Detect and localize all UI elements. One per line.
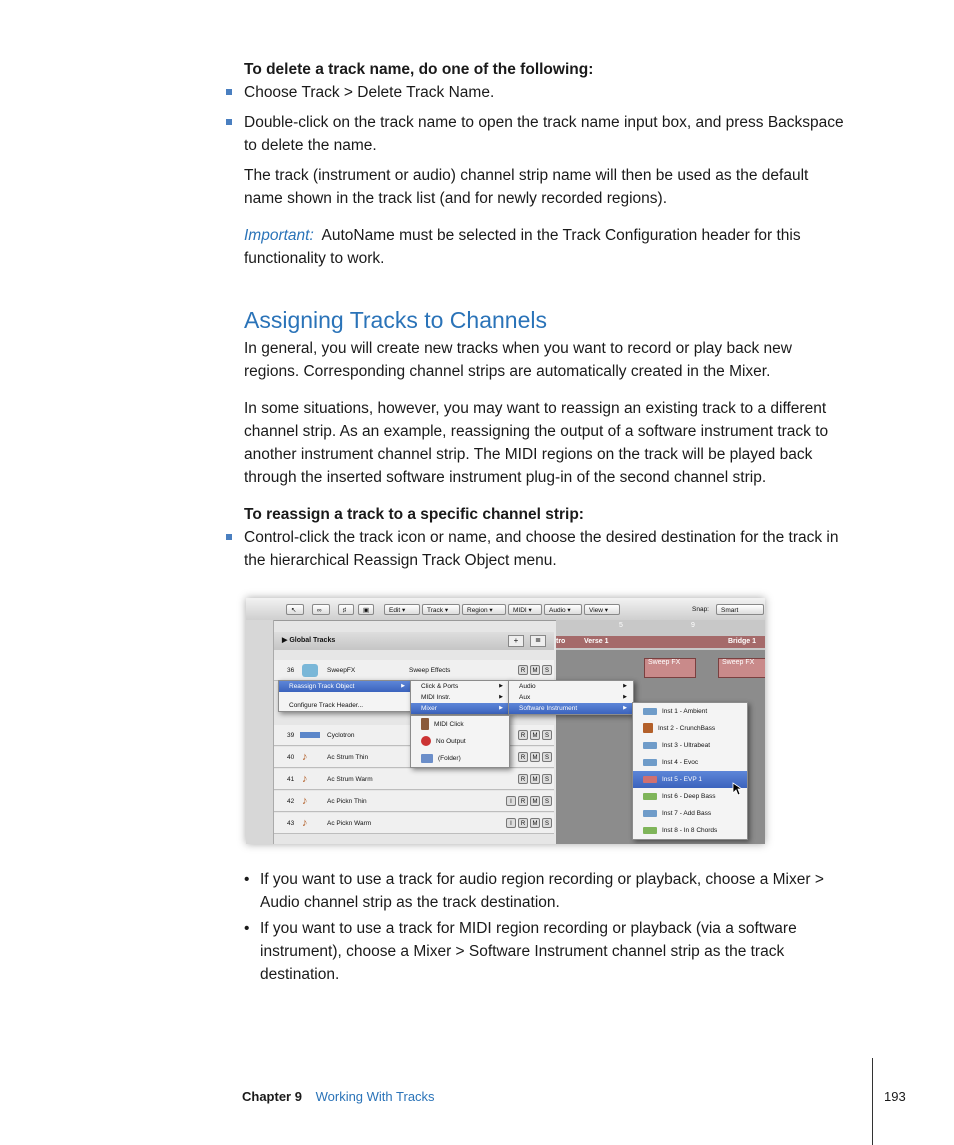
snap-label: Snap: — [692, 606, 709, 613]
menu-edit[interactable]: Edit ▾ — [384, 604, 420, 615]
marker-verse: Verse 1 — [584, 638, 609, 645]
menu-item-inst[interactable]: Inst 8 - In 8 Chords — [633, 822, 747, 839]
track-name[interactable]: Ac Pickn Warm — [327, 820, 372, 827]
mute-button[interactable]: M — [530, 665, 540, 675]
keyboard-icon — [643, 759, 657, 766]
folder-icon — [421, 754, 433, 763]
menu-item-inst[interactable]: Inst 4 - Evoc — [633, 754, 747, 771]
mute-button[interactable]: M — [530, 818, 540, 828]
text-line: Double-click on the track name to open the track name input box, and press Backspace — [244, 114, 844, 131]
footer-divider — [872, 1058, 873, 1145]
task-heading-delete: To delete a track name, do one of the following: — [244, 61, 594, 78]
text-line: Control-click the track icon or name, and choose the desired destination for the track in — [244, 529, 839, 546]
bass-guitar-icon — [643, 723, 653, 733]
region[interactable]: Sweep FX — [644, 658, 696, 678]
mute-button[interactable]: M — [530, 796, 540, 806]
record-button[interactable]: R — [518, 752, 528, 762]
menu-item-inst[interactable]: Inst 7 - Add Bass — [633, 805, 747, 822]
guitar-icon[interactable]: ♪ — [302, 751, 308, 763]
menu-item-aux[interactable]: Aux ▶ — [519, 694, 627, 701]
mute-button[interactable]: M — [530, 774, 540, 784]
menu-item-inst-selected[interactable]: Inst 5 - EVP 1 — [633, 771, 747, 788]
track-row[interactable] — [274, 813, 554, 834]
text-line: If you want to use a track for audio region recording or playback, choose a Mixer > — [260, 871, 824, 888]
record-button[interactable]: R — [518, 774, 528, 784]
bullet-control-click — [244, 526, 838, 572]
submenu-software-instrument — [632, 702, 748, 840]
menu-item-inst[interactable]: Inst 2 - CrunchBass — [633, 720, 747, 737]
text-line: If you want to use a track for MIDI region recording or playback (via a software — [260, 920, 797, 937]
marker-intro: tro — [556, 638, 566, 645]
solo-button[interactable]: S — [542, 665, 552, 675]
record-button[interactable]: R — [518, 730, 528, 740]
important-note — [244, 224, 801, 270]
track-name[interactable]: Ac Pickn Thin — [327, 798, 367, 805]
menu-view[interactable]: View ▾ — [584, 604, 620, 615]
track-row[interactable] — [274, 660, 554, 681]
logic-screenshot — [246, 598, 765, 844]
menu-track[interactable]: Track ▾ — [422, 604, 460, 615]
guitar-icon[interactable]: ♪ — [302, 795, 308, 807]
keyboard-icon — [643, 776, 657, 783]
keyboard-icon — [643, 827, 657, 834]
paragraph-default-name — [244, 164, 808, 210]
text-line: In general, you will create new tracks when you want to record or play back new — [244, 340, 792, 357]
solo-button[interactable]: S — [542, 796, 552, 806]
track-icon[interactable] — [302, 664, 318, 677]
text-line: functionality to work. — [244, 250, 385, 267]
keyboard-icon — [643, 810, 657, 817]
track-icon[interactable] — [300, 732, 320, 738]
dot-bullet: • — [244, 871, 250, 888]
bullet-marker — [226, 89, 232, 95]
track-number: 42 — [287, 798, 295, 805]
ruler-marker: 9 — [691, 622, 695, 629]
bullet-marker — [226, 534, 232, 540]
submenu-click-ports — [410, 715, 510, 768]
ruler-marker: 5 — [619, 622, 623, 629]
track-number: 41 — [287, 776, 295, 783]
record-button[interactable]: R — [518, 818, 528, 828]
text-line: through the inserted software instrument plug-in of the second channel strip. — [244, 469, 767, 486]
channel-name: Sweep Effects — [409, 667, 451, 674]
mouse-cursor-icon — [732, 782, 742, 796]
keyboard-icon — [643, 742, 657, 749]
bullet-marker — [226, 119, 232, 125]
toolbar — [246, 598, 765, 621]
submenu-mixer — [508, 680, 634, 715]
solo-button[interactable]: S — [542, 752, 552, 762]
section-title: Assigning Tracks to Channels — [244, 307, 547, 333]
menu-item-folder[interactable]: (Folder) — [411, 750, 509, 767]
metronome-icon — [421, 718, 429, 730]
chapter-title[interactable]: Working With Tracks — [315, 1089, 435, 1104]
text-line: channel strip. As an example, reassigning the output of a software instrument track to — [244, 423, 829, 440]
menu-item-reassign-track-object[interactable]: Reassign Track Object ▶ — [279, 681, 411, 692]
track-name[interactable]: SweepFX — [327, 667, 356, 674]
global-tracks-header[interactable]: ▶ Global Tracks — [274, 632, 554, 650]
menu-item-click-ports[interactable]: Click & Ports ▶ — [421, 683, 503, 690]
keyboard-icon — [643, 708, 657, 715]
menu-item-no-output[interactable]: No Output — [411, 733, 509, 750]
track-row[interactable] — [274, 769, 554, 790]
menu-item-configure-track-header[interactable]: Configure Track Header... — [289, 702, 364, 709]
text-line: In some situations, however, you may want to reassign an existing track to a different — [244, 400, 827, 417]
solo-button[interactable]: S — [542, 730, 552, 740]
paragraph-situations — [244, 397, 828, 489]
left-controls — [246, 620, 274, 844]
footer-chapter — [242, 1089, 435, 1104]
track-list-icon[interactable]: ≣ — [530, 635, 546, 647]
text-line: Audio channel strip as the track destination. — [260, 894, 560, 911]
bullet-choose-track: Choose Track > Delete Track Name. — [244, 84, 495, 101]
pointer-tool-icon[interactable]: ↖ — [286, 604, 304, 615]
dot-bullet: • — [244, 920, 250, 937]
track-number: 39 — [287, 732, 295, 739]
text-line: destination. — [260, 966, 340, 983]
no-output-icon — [421, 736, 431, 746]
text-line: the hierarchical Reassign Track Object menu. — [244, 552, 557, 569]
bar-ruler[interactable] — [556, 620, 765, 651]
text-line: regions. Corresponding channel strips are automatically created in the Mixer. — [244, 363, 771, 380]
menu-item-midi-instr[interactable]: MIDI Instr. ▶ — [421, 694, 503, 701]
track-number: 40 — [287, 754, 295, 761]
menu-midi[interactable]: MIDI ▾ — [508, 604, 542, 615]
chapter-number: Chapter 9 — [242, 1089, 302, 1104]
track-number: 43 — [287, 820, 295, 827]
submenu-reassign — [410, 680, 510, 715]
catch-icon[interactable]: ♯ — [338, 604, 354, 615]
info-icon[interactable]: ▣ — [358, 604, 374, 615]
solo-button[interactable]: S — [542, 774, 552, 784]
track-name[interactable]: Ac Strum Warm — [327, 776, 373, 783]
track-name[interactable]: Cyclotron — [327, 732, 355, 739]
text-line: another instrument channel strip. The MIDI regions on the track will be played back — [244, 446, 813, 463]
menu-item-audio[interactable]: Audio ▶ — [519, 683, 627, 690]
menu-item-software-instrument[interactable]: Software Instrument ▶ — [509, 703, 633, 714]
text-line: instrument), choose a Mixer > Software Instrument channel strip as the track — [260, 943, 785, 960]
solo-button[interactable]: S — [542, 818, 552, 828]
bullet-audio-recording — [260, 868, 824, 914]
task-heading-reassign: To reassign a track to a specific channel strip: — [244, 506, 584, 523]
menu-item-midi-click[interactable]: MIDI Click — [411, 716, 509, 733]
menu-region[interactable]: Region ▾ — [462, 604, 506, 615]
add-track-icon[interactable]: + — [508, 635, 524, 647]
mute-button[interactable]: M — [530, 730, 540, 740]
io-button[interactable]: I — [506, 818, 516, 828]
region[interactable]: Sweep FX — [718, 658, 765, 678]
guitar-icon[interactable]: ♪ — [302, 817, 308, 829]
link-icon[interactable]: ∞ — [312, 604, 330, 615]
bullet-double-click — [244, 111, 844, 157]
io-button[interactable]: I — [506, 796, 516, 806]
guitar-icon[interactable]: ♪ — [302, 773, 308, 785]
track-row[interactable] — [274, 791, 554, 812]
menu-item-inst[interactable]: Inst 1 - Ambient — [633, 703, 747, 720]
menu-item-mixer[interactable]: Mixer ▶ — [411, 703, 509, 714]
bullet-midi-recording — [260, 917, 797, 986]
menu-item-inst[interactable]: Inst 6 - Deep Bass — [633, 788, 747, 805]
record-button[interactable]: R — [518, 665, 528, 675]
marker-bridge: Bridge 1 — [728, 638, 757, 645]
text-line: name shown in the track list (and for newly recorded regions). — [244, 190, 668, 207]
keyboard-icon — [643, 793, 657, 800]
snap-select[interactable]: Smart — [716, 604, 764, 615]
page-number: 193 — [884, 1089, 906, 1104]
track-number: 36 — [287, 667, 295, 674]
text-line — [244, 224, 801, 247]
paragraph-general — [244, 337, 792, 383]
text-line: The track (instrument or audio) channel strip name will then be used as the default — [244, 167, 809, 184]
context-menu — [278, 680, 412, 712]
track-name[interactable]: Ac Strum Thin — [327, 754, 369, 761]
important-label: Important: — [244, 227, 314, 244]
record-button[interactable]: R — [518, 796, 528, 806]
menu-audio[interactable]: Audio ▾ — [544, 604, 582, 615]
menu-item-inst[interactable]: Inst 3 - Ultrabeat — [633, 737, 747, 754]
text-line: to delete the name. — [244, 137, 377, 154]
mute-button[interactable]: M — [530, 752, 540, 762]
text-line: AutoName must be selected in the Track Configuration header for this — [321, 227, 801, 244]
